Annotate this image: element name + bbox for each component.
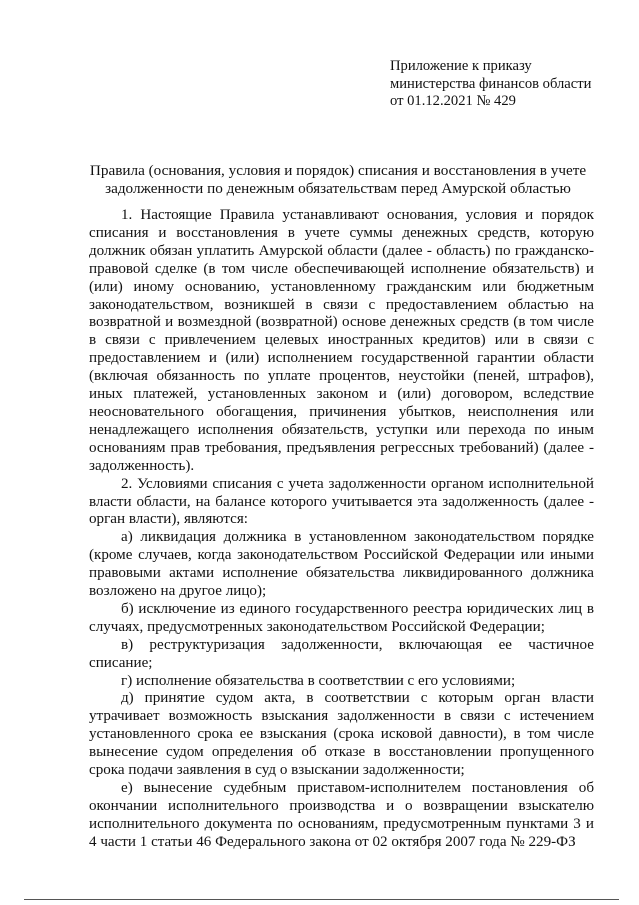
document-body <box>89 207 594 852</box>
paragraph-2b: б) исключение из единого государственного реестра юридических лиц в случаях, предусмотренных законодательством Российской Федерации; <box>89 600 594 635</box>
paragraph-2e: е) вынесение судебным приставом-исполнителем постановления об окончании исполнительного производства и о возвращении взыскателю исполнительного документа по основаниям, предусмотренным пунктами 3 и 4 части 1 статьи 46 Федерального закона от 02 октября 2007 года № 229-ФЗ <box>89 780 594 850</box>
paragraph-2a: а) ликвидация должника в установленном законодательством порядке (кроме случаев, когда законодательством Российской Федерации или иными правовыми актами исполнение обязательства ликвидированного должника возложено на другое лицо); <box>89 529 594 600</box>
paragraph-2: 2. Условиями списания с учета задолженности органом исполнительной власти области, на балансе которого учитывается эта задолженность (далее - орган власти), являются: <box>89 475 594 528</box>
paragraph-2d: д) принятие судом акта, в соответствии с которым орган власти утрачивает возможность взыскания задолженности в связи с истечением установленного срока ее взыскания (срока исковой давности), в том числе вынесение судом определения об отказе в восстановлении пропущенного срока подачи заявления в суд о взыскании задолженности; <box>89 690 594 779</box>
page-bottom-edge <box>24 899 619 900</box>
document-title <box>88 162 588 197</box>
title-line-2: задолженности по денежным обязательствам перед Амурской областью <box>105 179 571 197</box>
appendix-line-2: министерства финансов области <box>390 75 592 92</box>
paragraph-2v: в) реструктуризация задолженности, включающая ее частичное списание; <box>89 636 594 671</box>
appendix-header <box>390 58 630 111</box>
paragraph-1: 1. Настоящие Правила устанавливают основания, условия и порядок списания и восстановления в учете суммы денежных средств, которую должник обязан уплатить Амурской области (далее - область) по гражданско-правовой сделке (в том числе обеспечивающей исполнение обязательств) и (или) иному основанию, установленному гражданским или бюджетным законодательством, возникшей в связи с предоставлением областью на возвратной и возмездной (возвратной) основе денежных средств (в том числе в связи с привлечением целевых иностранных кредитов) или в связи с предоставлением и (или) исполнением государственной гарантии области (включая обязанность по уплате процентов, неустойки (пеней, штрафов), иных платежей, установленных законом и (или) договором, вследствие неосновательного обогащения, причинения убытков, неисполнения или ненадлежащего исполнения обязательств, уступки или перехода по иным основаниям прав требования, предъявления регрессных требований) (далее - задолженность). <box>89 207 594 474</box>
appendix-line-1: Приложение к приказу <box>390 58 532 74</box>
paragraph-2g: г) исполнение обязательства в соответствии с его условиями; <box>121 672 516 689</box>
title-line-1: Правила (основания, условия и порядок) списания и восстановления в учете <box>89 162 587 179</box>
appendix-line-3: от 01.12.2021 № 429 <box>390 93 516 109</box>
